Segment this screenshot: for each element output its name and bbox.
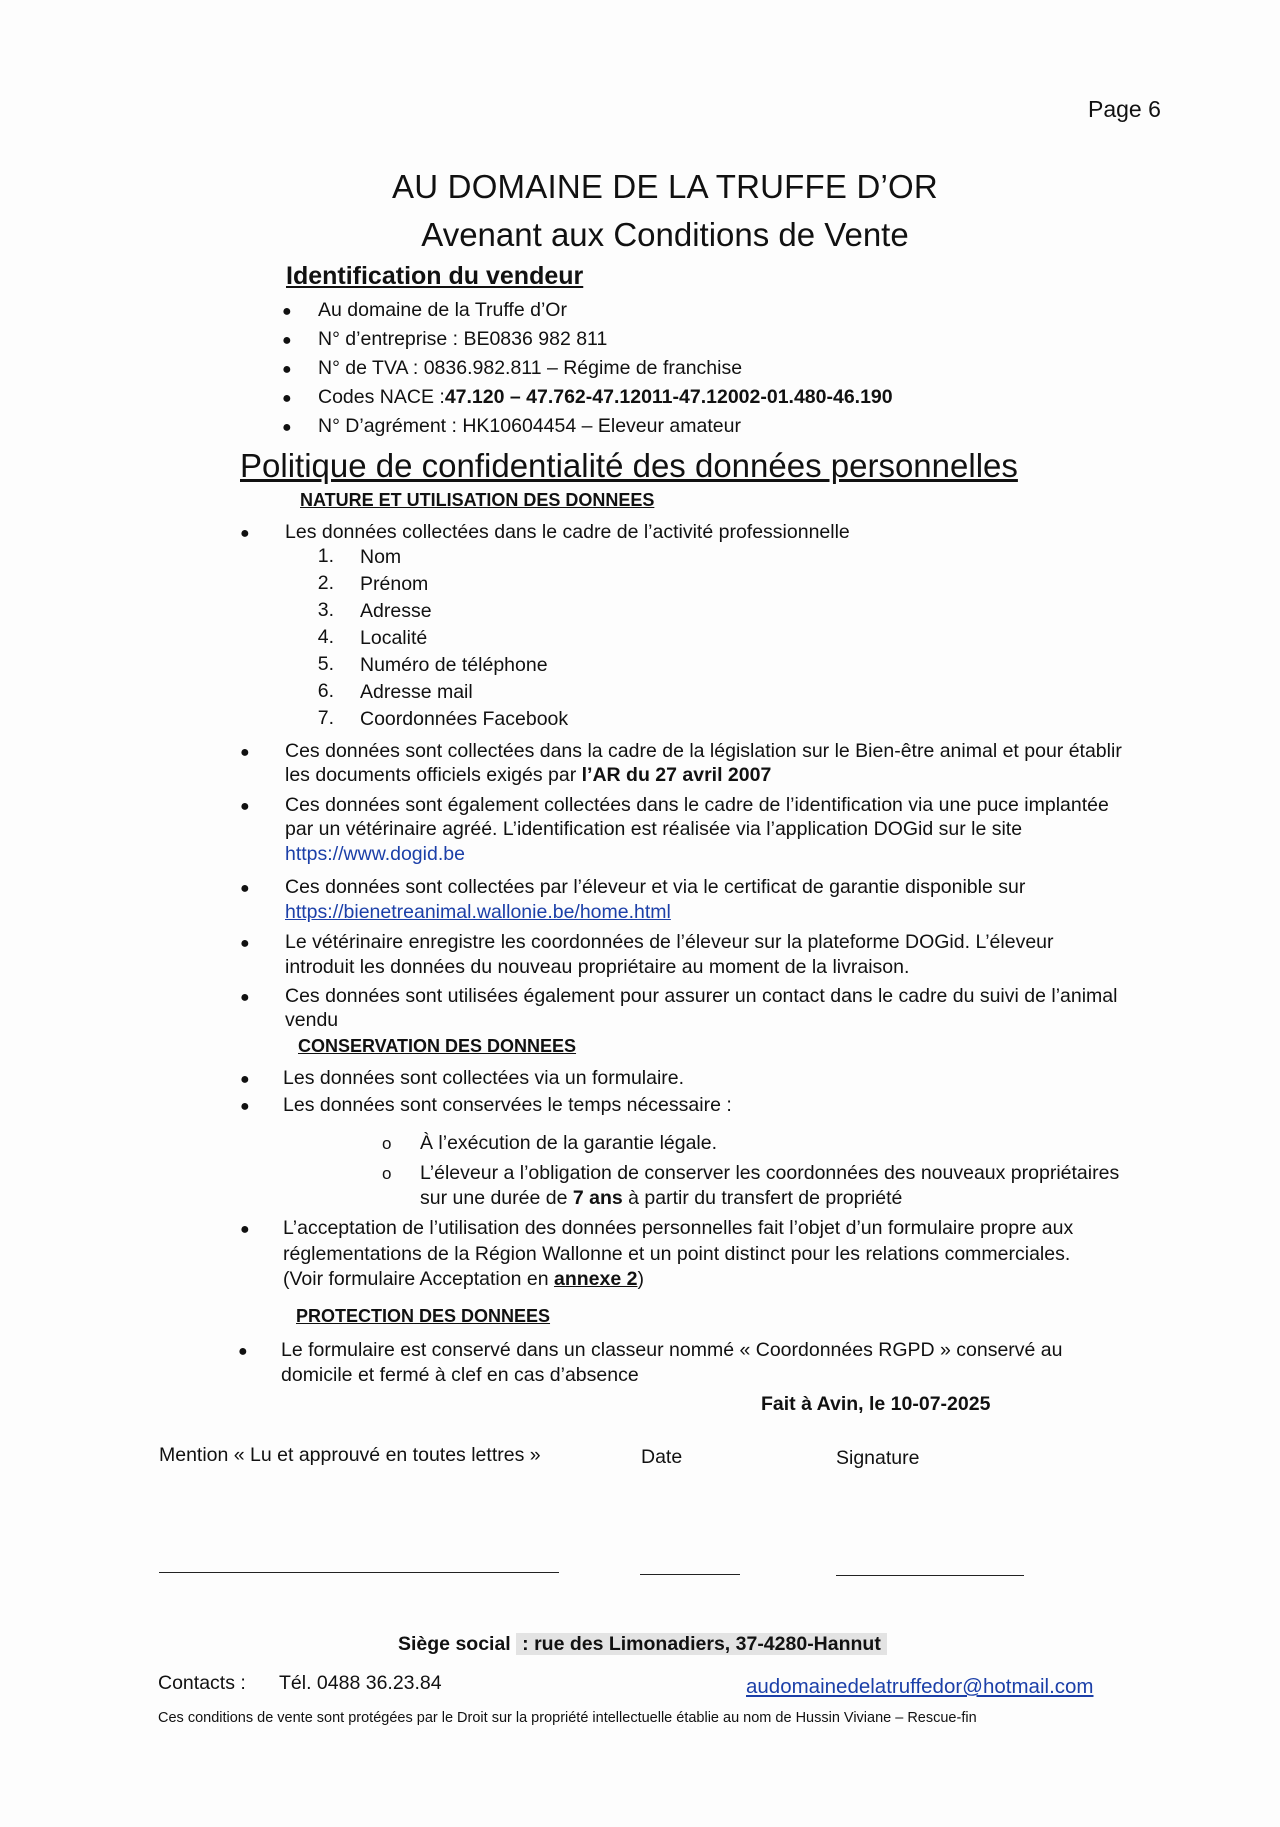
protection-heading: PROTECTION DES DONNEES <box>296 1306 551 1326</box>
list-number: 5. <box>317 653 334 675</box>
list-item: Nom <box>360 546 402 568</box>
ident-item: N° D’agrément : HK10604454 – Eleveur amateur <box>318 415 741 437</box>
list-number: 6. <box>317 680 334 702</box>
page-number: Page 6 <box>1088 96 1161 122</box>
date-signature-line <box>640 1574 740 1575</box>
list-item: Prénom <box>360 573 429 595</box>
circle-bullet-icon: o <box>382 1164 392 1183</box>
conservation-heading: CONSERVATION DES DONNEES <box>298 1036 577 1056</box>
nature-paragraph: vendu <box>285 1009 339 1031</box>
list-item: Localité <box>360 627 428 649</box>
duration-value: 7 ans <box>572 1187 623 1209</box>
conservation-item: Les données sont collectées via un formulaire. <box>283 1067 685 1089</box>
list-number: 2. <box>317 572 334 594</box>
nature-paragraph: Ces données sont collectées dans la cadre de la législation sur le Bien-être animal et pour établir <box>285 740 1122 762</box>
bullet-icon: ● <box>282 361 292 378</box>
contacts-label: Contacts : <box>158 1672 246 1694</box>
bullet-icon: ● <box>240 525 250 542</box>
nature-paragraph: introduit les données du nouveau propriétaire au moment de la livraison. <box>285 956 910 978</box>
dogid-link[interactable]: https://www.dogid.be <box>285 843 465 865</box>
bullet-icon: ● <box>240 744 250 761</box>
list-number: 3. <box>317 599 334 621</box>
contact-email-link[interactable]: audomainedelatruffedor@hotmail.com <box>746 1675 1094 1698</box>
conservation-item: Les données sont conservées le temps nécessaire : <box>283 1094 732 1116</box>
bullet-icon: ● <box>282 303 292 320</box>
ident-item-nace <box>318 385 893 409</box>
ident-item: Au domaine de la Truffe d’Or <box>318 299 567 321</box>
bullet-icon: ● <box>240 1098 250 1115</box>
list-item: Coordonnées Facebook <box>360 708 569 730</box>
bullet-icon: ● <box>240 1221 250 1238</box>
nace-label: Codes NACE : <box>318 386 445 408</box>
conservation-item: L’acceptation de l’utilisation des données personnelles fait l’objet d’un formulaire propre aux <box>283 1217 1074 1239</box>
nature-text: les documents officiels exigés par <box>285 764 582 786</box>
identification-heading: Identification du vendeur <box>286 262 584 290</box>
bullet-icon: ● <box>240 880 250 897</box>
bullet-icon: ● <box>282 390 292 407</box>
list-item: Numéro de téléphone <box>360 654 548 676</box>
ident-item: N° de TVA : 0836.982.811 – Régime de franchise <box>318 357 743 379</box>
bullet-icon: ● <box>240 989 250 1006</box>
annex-text: (Voir formulaire Acceptation en <box>283 1268 554 1290</box>
date-label: Date <box>641 1446 683 1468</box>
document-subtitle: Avenant aux Conditions de Vente <box>421 216 909 253</box>
nature-heading: NATURE ET UTILISATION DES DONNEES <box>300 490 655 510</box>
mention-signature-line <box>159 1572 559 1573</box>
circle-bullet-icon: o <box>382 1134 392 1153</box>
annex-suffix: ) <box>637 1268 644 1290</box>
mention-label: Mention « Lu et approuvé en toutes lettres » <box>159 1444 541 1466</box>
document-title: AU DOMAINE DE LA TRUFFE D’OR <box>392 168 938 205</box>
nature-paragraph: Ces données sont également collectées dans le cadre de l’identification via une puce implantée <box>285 794 1109 816</box>
duration-suffix: à partir du transfert de propriété <box>622 1187 903 1209</box>
nature-paragraph <box>285 763 771 787</box>
nature-intro: Les données collectées dans le cadre de l’activité professionnelle <box>285 521 850 543</box>
bullet-icon: ● <box>240 1071 250 1088</box>
list-item: Adresse mail <box>360 681 473 703</box>
annex-reference: annexe 2 <box>553 1268 638 1290</box>
duration-text: sur une durée de <box>420 1187 573 1209</box>
bullet-icon: ● <box>240 935 250 952</box>
conservation-subitem: L’éleveur a l’obligation de conserver les coordonnées des nouveaux propriétaires <box>420 1162 1120 1184</box>
nature-ar-reference: l’AR du 27 avril 2007 <box>581 764 772 786</box>
signature-label: Signature <box>836 1447 920 1469</box>
conservation-item: réglementations de la Région Wallonne et un point distinct pour les relations commerciales. <box>283 1243 1071 1265</box>
siege-label: Siège social <box>398 1633 511 1655</box>
nature-paragraph: par un vétérinaire agréé. L’identification est réalisée via l’application DOGid sur le site <box>285 818 1023 840</box>
signature-line <box>836 1575 1024 1576</box>
conservation-subitem: À l’exécution de la garantie légale. <box>420 1132 718 1154</box>
bullet-icon: ● <box>282 419 292 436</box>
bullet-icon: ● <box>240 798 250 815</box>
policy-heading: Politique de confidentialité des données personnelles <box>240 447 1018 484</box>
nace-codes: 47.120 – 47.762-47.12011-47.12002-01.480-46.190 <box>444 386 893 408</box>
nature-paragraph: Ces données sont utilisées également pour assurer un contact dans le cadre du suivi de l’animal <box>285 985 1118 1007</box>
nature-paragraph: Ces données sont collectées par l’éleveur et via le certificat de garantie disponible sur <box>285 876 1026 898</box>
protection-item: Le formulaire est conservé dans un classeur nommé « Coordonnées RGPD » conservé au <box>281 1339 1063 1361</box>
list-number: 7. <box>317 707 334 729</box>
list-item: Adresse <box>360 600 432 622</box>
conservation-subitem <box>420 1186 902 1210</box>
siege-social <box>398 1632 887 1656</box>
bienetre-link[interactable]: https://bienetreanimal.wallonie.be/home.html <box>285 901 671 923</box>
legal-notice: Ces conditions de vente sont protégées par le Droit sur la propriété intellectuelle établie au nom de Hussin Viviane – Rescue-fin <box>158 1710 977 1726</box>
place-date: Fait à Avin, le 10-07-2025 <box>761 1393 991 1415</box>
siege-address: : rue des Limonadiers, 37-4280-Hannut <box>516 1633 887 1655</box>
list-number: 4. <box>317 626 334 648</box>
protection-item: domicile et fermé à clef en cas d’absence <box>281 1364 639 1386</box>
conservation-item <box>283 1267 644 1291</box>
list-number: 1. <box>317 545 334 567</box>
nature-paragraph: Le vétérinaire enregistre les coordonnées de l’éleveur sur la plateforme DOGid. L’éleveur <box>285 931 1054 953</box>
bullet-icon: ● <box>282 332 292 349</box>
contact-phone: Tél. 0488 36.23.84 <box>279 1672 442 1694</box>
ident-item: N° d’entreprise : BE0836 982 811 <box>318 328 608 350</box>
bullet-icon: ● <box>238 1343 248 1360</box>
